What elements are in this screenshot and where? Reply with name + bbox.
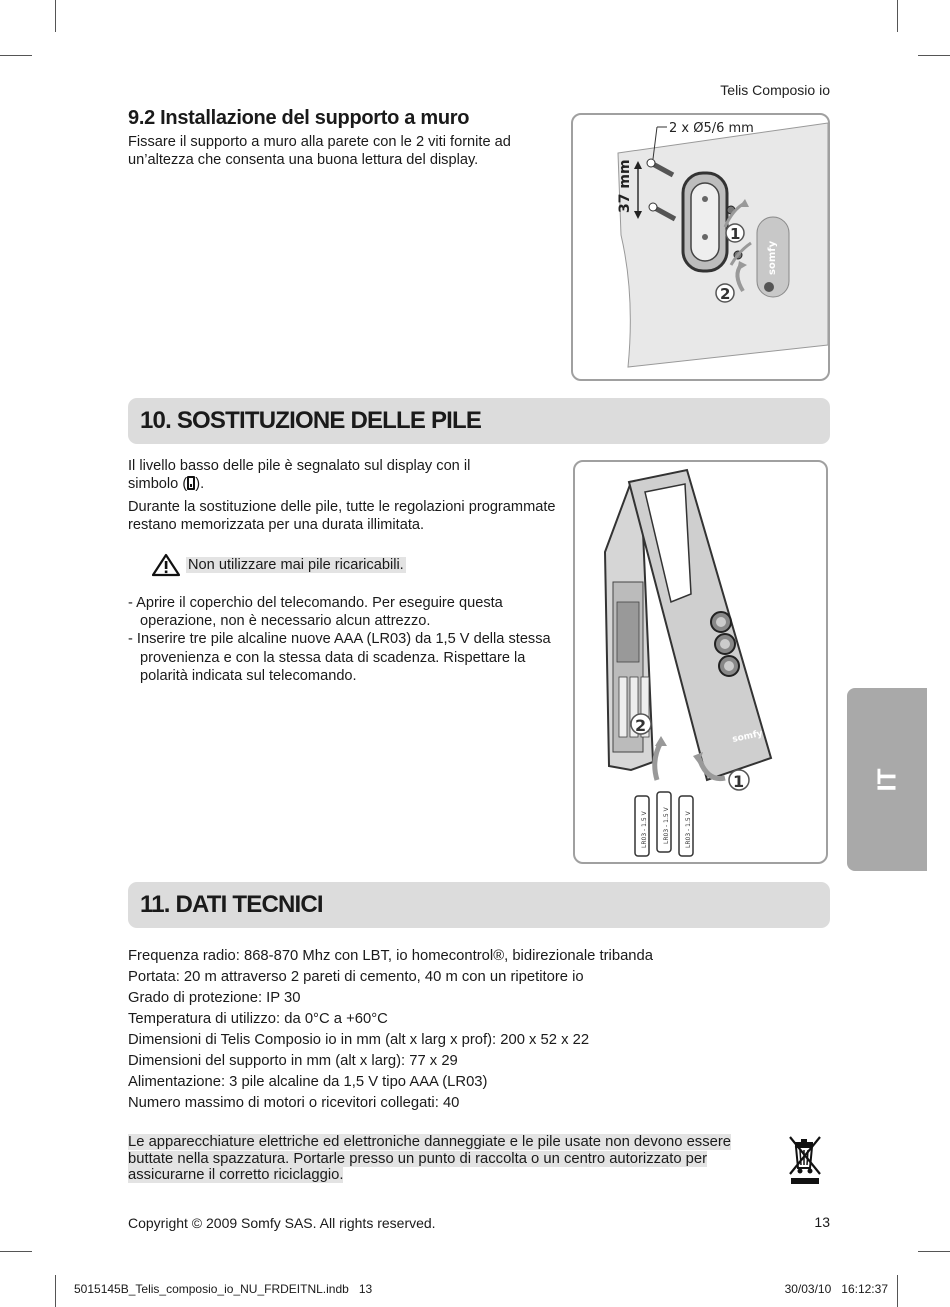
- section-10-para-2: Durante la sostituzione delle pile, tutte le regolazioni programmate restano memorizzata per una durata illimitata.: [128, 499, 556, 534]
- battery-figure: [573, 460, 828, 864]
- tech-specs-list: [128, 946, 653, 1114]
- screw-size-label: 2 x Ø5/6 mm: [669, 121, 754, 136]
- crop-mark: [0, 1251, 32, 1252]
- crop-mark: [0, 55, 32, 56]
- warning-note: [152, 553, 406, 577]
- section-9-2-body: Fissare il supporto a muro alla parete con le 2 viti fornite ad un’altezza che consenta una buona lettura del display.: [128, 134, 511, 168]
- spec-line: Portata: 20 m attraverso 2 pareti di cemento, 40 m con un ripetitore io: [128, 969, 584, 985]
- battery-label: LR03 - 1.5 V: [685, 811, 692, 848]
- para-1-symbol-prefix: simbolo (: [128, 476, 188, 493]
- section-10-band: [128, 398, 830, 444]
- crop-mark: [897, 1275, 898, 1307]
- language-tab: [847, 688, 927, 871]
- spec-line: Grado di protezione: IP 30: [128, 990, 301, 1006]
- step-1-marker: 1: [733, 772, 745, 791]
- weee-text: Le apparecchiature elettriche ed elettroniche danneggiate e le pile usate non devono essere buttate nella spazzatura. Portarle presso un punto di raccolta o un centro autorizzato per assicurarne il corretto riciclaggio.: [128, 1134, 731, 1184]
- page-number: 13: [814, 1214, 830, 1230]
- step-1-marker: 1: [730, 225, 741, 243]
- step-2-marker: 2: [635, 716, 647, 735]
- height-label: 37 mm: [617, 159, 633, 213]
- copyright: Copyright © 2009 Somfy SAS. All rights reserved.: [128, 1215, 436, 1231]
- crossed-bin-icon: [787, 1134, 823, 1186]
- print-slug-datetime: 30/03/10 16:12:37: [784, 1282, 888, 1296]
- section-11-title: 11. DATI TECNICI: [140, 891, 323, 918]
- weee-notice: [128, 1134, 778, 1184]
- para-1-line-b: [128, 475, 470, 493]
- header-product-name: Telis Composio io: [720, 82, 830, 98]
- crop-mark: [55, 1275, 56, 1307]
- wall-mount-figure: [571, 113, 830, 381]
- language-code: IT: [871, 768, 902, 792]
- spec-line: Frequenza radio: 868-870 Mhz con LBT, io homecontrol®, bidirezionale tribanda: [128, 948, 653, 964]
- crop-mark: [55, 0, 56, 32]
- section-10-title: 10. SOSTITUZIONE DELLE PILE: [140, 407, 482, 434]
- brand-logo: somfy: [731, 728, 764, 745]
- crop-mark: [897, 0, 898, 32]
- instruction-step: - Inserire tre pile alcaline nuove AAA (LR03) da 1,5 V della stessa provenienza e con la stessa data di scadenza. Rispettare la polarità indicata sul telecomando.: [128, 631, 551, 684]
- instruction-step: - Aprire il coperchio del telecomando. Per eseguire questa operazione, non è necessario alcun attrezzo.: [128, 595, 503, 630]
- crop-mark: [918, 55, 950, 56]
- spec-line: Alimentazione: 3 pile alcaline da 1,5 V tipo AAA (LR03): [128, 1074, 488, 1090]
- para-1-line-a: Il livello basso delle pile è segnalato sul display con il: [128, 458, 471, 474]
- brand-logo: somfy: [767, 240, 778, 275]
- spec-line: Numero massimo di motori o ricevitori collegati: 40: [128, 1095, 460, 1111]
- spec-line: Dimensioni di Telis Composio io in mm (alt x larg x prof): 200 x 52 x 22: [128, 1032, 590, 1048]
- battery-label: LR03 - 1.5 V: [663, 807, 670, 844]
- warning-text: Non utilizzare mai pile ricaricabili.: [188, 557, 404, 573]
- section-9-2-title: 9.2 Installazione del supporto a muro: [128, 107, 470, 129]
- warning-triangle-icon: [152, 553, 180, 577]
- section-11-band: [128, 882, 830, 928]
- print-slug-file: 5015145B_Telis_composio_io_NU_FRDEITNL.indb 13: [74, 1282, 373, 1296]
- para-1-symbol-suffix: ).: [195, 476, 205, 493]
- section-10-para-1: [128, 457, 470, 494]
- spec-line: Dimensioni del supporto in mm (alt x larg): 77 x 29: [128, 1053, 458, 1069]
- instruction-list: [128, 594, 568, 685]
- battery-label: LR03 - 1.5 V: [641, 811, 648, 848]
- spec-line: Temperatura di utilizzo: da 0°C a +60°C: [128, 1011, 388, 1027]
- low-battery-icon: [187, 476, 195, 490]
- step-2-marker: 2: [720, 285, 731, 303]
- crop-mark: [918, 1251, 950, 1252]
